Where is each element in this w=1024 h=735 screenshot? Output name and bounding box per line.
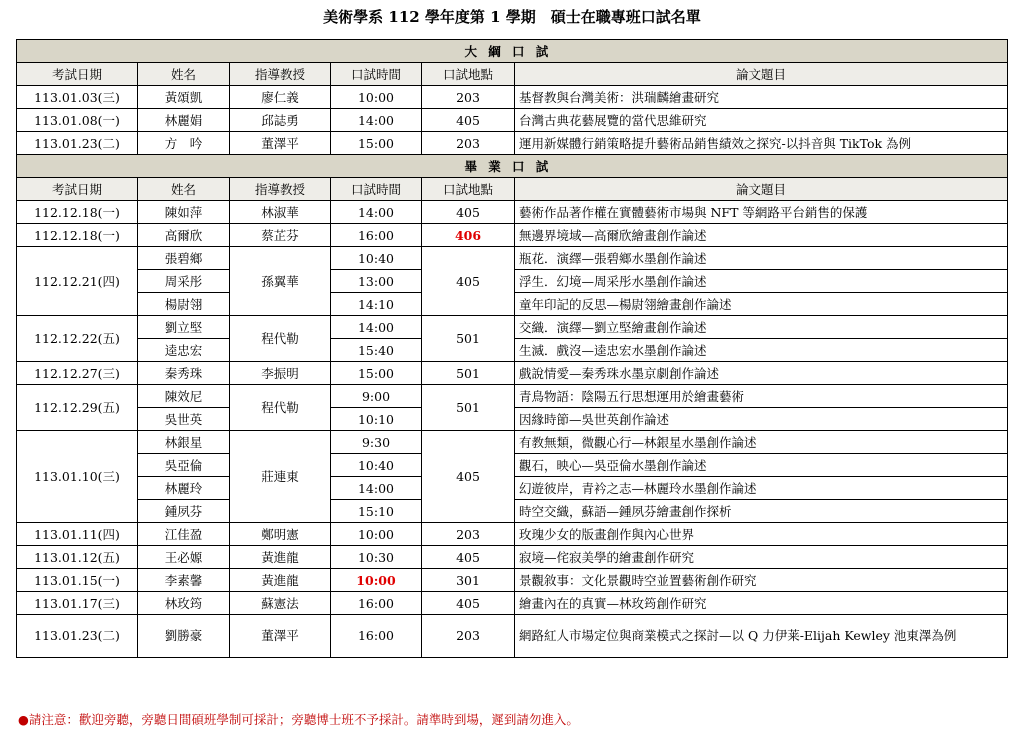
- exam-room: 501: [422, 316, 515, 362]
- table-row: [17, 546, 1008, 569]
- thesis-title: 有教無類，微觀心行—林銀星水墨創作論述: [515, 431, 1008, 454]
- table-row: [17, 615, 1008, 658]
- thesis-title: 運用新媒體行銷策略提升藝術品銷售績效之探究-以抖音與 TikTok 為例: [515, 132, 1008, 155]
- exam-room: 203: [422, 132, 515, 155]
- column-header-row: [17, 63, 1008, 86]
- exam-time: 10:40: [331, 454, 422, 477]
- exam-room: 301: [422, 569, 515, 592]
- exam-date: 113.01.10(三): [17, 431, 138, 523]
- student-name: 方 吟: [138, 132, 230, 155]
- student-name: 秦秀珠: [138, 362, 230, 385]
- thesis-title: 青鳥物語：陰陽五行思想運用於繪畫藝術: [515, 385, 1008, 408]
- col-header-room: 口試地點: [422, 63, 515, 86]
- exam-time: 14:00: [331, 316, 422, 339]
- table-row: [17, 201, 1008, 224]
- exam-time: 15:00: [331, 362, 422, 385]
- table-row: [17, 247, 1008, 270]
- student-name: 吳世英: [138, 408, 230, 431]
- student-name: 林銀星: [138, 431, 230, 454]
- exam-date: 113.01.23(二): [17, 132, 138, 155]
- exam-time: 9:30: [331, 431, 422, 454]
- thesis-title: 基督教與台灣美術：洪瑞麟繪畫研究: [515, 86, 1008, 109]
- exam-time: 13:00: [331, 270, 422, 293]
- student-name: 劉立堅: [138, 316, 230, 339]
- page-title: 美術學系 112 學年度第 1 學期 碩士在職專班口試名單: [323, 8, 701, 26]
- attendance-note: ●請注意：歡迎旁聽，旁聽日間碩班學制可採計；旁聽博士班不予採計。請準時到場，遲到請勿進入。: [18, 712, 579, 727]
- thesis-title: 繪畫內在的真實—林玫筠創作研究: [515, 592, 1008, 615]
- col-header-room: 口試地點: [422, 178, 515, 201]
- thesis-title: 時空交織，蘇語—鍾夙芬繪畫創作探析: [515, 500, 1008, 523]
- col-header-advisor: 指導教授: [230, 63, 331, 86]
- table-row: [17, 592, 1008, 615]
- table-row: [17, 316, 1008, 339]
- thesis-title: 無邊界境域—高爾欣繪畫創作論述: [515, 224, 1008, 247]
- advisor-name: 林淑華: [230, 201, 331, 224]
- exam-room: 203: [422, 86, 515, 109]
- exam-date: 112.12.27(三): [17, 362, 138, 385]
- table-row: [17, 569, 1008, 592]
- student-name: 劉勝豪: [138, 615, 230, 658]
- exam-date: 112.12.22(五): [17, 316, 138, 362]
- table-row: [17, 224, 1008, 247]
- section-header-outline: 大綱口試: [17, 40, 1008, 63]
- student-name: 吳亞倫: [138, 454, 230, 477]
- table-row: [17, 385, 1008, 408]
- exam-time: 16:00: [331, 615, 422, 658]
- student-name: 林玫筠: [138, 592, 230, 615]
- exam-date: 113.01.08(一): [17, 109, 138, 132]
- advisor-name: 程代勒: [230, 385, 331, 431]
- table-row: [17, 523, 1008, 546]
- exam-room-highlighted: 406: [422, 224, 515, 247]
- section-header-final: 畢業口試: [17, 155, 1008, 178]
- exam-schedule-table: [16, 39, 1008, 658]
- student-name: 林麗玲: [138, 477, 230, 500]
- col-header-date: 考試日期: [17, 63, 138, 86]
- exam-time: 16:00: [331, 224, 422, 247]
- student-name: 逵忠宏: [138, 339, 230, 362]
- thesis-title: 景觀敘事：文化景觀時空並置藝術創作研究: [515, 569, 1008, 592]
- student-name: 張碧鄉: [138, 247, 230, 270]
- exam-time: 14:00: [331, 201, 422, 224]
- table-row: [17, 86, 1008, 109]
- exam-time: 10:00: [331, 523, 422, 546]
- exam-date: 113.01.17(三): [17, 592, 138, 615]
- col-header-advisor: 指導教授: [230, 178, 331, 201]
- exam-time: 10:10: [331, 408, 422, 431]
- col-header-thesis: 論文題目: [515, 63, 1008, 86]
- exam-time: 9:00: [331, 385, 422, 408]
- exam-time: 14:00: [331, 477, 422, 500]
- advisor-name: 黃進龍: [230, 569, 331, 592]
- column-header-row: [17, 178, 1008, 201]
- thesis-title: 瓶花．演繹—張碧鄉水墨創作論述: [515, 247, 1008, 270]
- advisor-name: 李振明: [230, 362, 331, 385]
- exam-time: 10:40: [331, 247, 422, 270]
- thesis-title: 童年印記的反思—楊尉翎繪畫創作論述: [515, 293, 1008, 316]
- exam-time: 15:10: [331, 500, 422, 523]
- exam-date: 112.12.21(四): [17, 247, 138, 316]
- exam-time: 14:10: [331, 293, 422, 316]
- table-row: [17, 362, 1008, 385]
- col-header-name: 姓名: [138, 178, 230, 201]
- col-header-date: 考試日期: [17, 178, 138, 201]
- student-name: 江佳盈: [138, 523, 230, 546]
- student-name: 陳如萍: [138, 201, 230, 224]
- exam-room: 203: [422, 523, 515, 546]
- thesis-title: 藝術作品著作權在實體藝術市場與 NFT 等網路平台銷售的保護: [515, 201, 1008, 224]
- exam-date: 112.12.29(五): [17, 385, 138, 431]
- advisor-name: 鄭明憲: [230, 523, 331, 546]
- exam-time: 10:00: [331, 86, 422, 109]
- thesis-title: 台灣古典花藝展覽的當代思維研究: [515, 109, 1008, 132]
- exam-time: 16:00: [331, 592, 422, 615]
- student-name: 王必嫄: [138, 546, 230, 569]
- student-name: 鍾夙芬: [138, 500, 230, 523]
- advisor-name: 孫翼華: [230, 247, 331, 316]
- col-header-name: 姓名: [138, 63, 230, 86]
- student-name: 高爾欣: [138, 224, 230, 247]
- advisor-name: 黃進龍: [230, 546, 331, 569]
- exam-time: 10:30: [331, 546, 422, 569]
- thesis-title: 觀石，映心—吳亞倫水墨創作論述: [515, 454, 1008, 477]
- student-name: 楊尉翎: [138, 293, 230, 316]
- exam-time: 14:00: [331, 109, 422, 132]
- advisor-name: 程代勒: [230, 316, 331, 362]
- thesis-title: 交織．演繹—劉立堅繪畫創作論述: [515, 316, 1008, 339]
- exam-time: 15:40: [331, 339, 422, 362]
- student-name: 陳效尼: [138, 385, 230, 408]
- exam-room: 405: [422, 201, 515, 224]
- exam-room: 405: [422, 109, 515, 132]
- exam-room: 203: [422, 615, 515, 658]
- advisor-name: 董澤平: [230, 615, 331, 658]
- col-header-time: 口試時間: [331, 63, 422, 86]
- exam-time: 15:00: [331, 132, 422, 155]
- student-name: 黃頌凱: [138, 86, 230, 109]
- thesis-title: 戲說情愛—秦秀珠水墨京劇創作論述: [515, 362, 1008, 385]
- exam-room: 405: [422, 546, 515, 569]
- exam-date: 113.01.03(三): [17, 86, 138, 109]
- advisor-name: 蘇憲法: [230, 592, 331, 615]
- advisor-name: 董澤平: [230, 132, 331, 155]
- exam-room: 405: [422, 247, 515, 316]
- thesis-title: 幻遊彼岸，青衿之志—林麗玲水墨創作論述: [515, 477, 1008, 500]
- exam-room: 405: [422, 592, 515, 615]
- thesis-title: 生滅．戲沒—逵忠宏水墨創作論述: [515, 339, 1008, 362]
- exam-time-highlighted: 10:00: [331, 569, 422, 592]
- exam-date: 113.01.12(五): [17, 546, 138, 569]
- advisor-name: 廖仁義: [230, 86, 331, 109]
- student-name: 周采彤: [138, 270, 230, 293]
- exam-date: 113.01.11(四): [17, 523, 138, 546]
- exam-date: 113.01.23(二): [17, 615, 138, 658]
- exam-date: 112.12.18(一): [17, 224, 138, 247]
- advisor-name: 邱誌勇: [230, 109, 331, 132]
- student-name: 李素馨: [138, 569, 230, 592]
- thesis-title: 網路紅人市場定位與商業模式之探討—以 Q 力伊莱-Elijah Kewley 池東澤為例: [515, 615, 1008, 658]
- exam-room: 501: [422, 362, 515, 385]
- thesis-title: 寂境—侘寂美學的繪畫創作研究: [515, 546, 1008, 569]
- advisor-name: 莊連東: [230, 431, 331, 523]
- exam-room: 405: [422, 431, 515, 523]
- thesis-title: 因緣時節—吳世英創作論述: [515, 408, 1008, 431]
- student-name: 林麗娟: [138, 109, 230, 132]
- exam-room: 501: [422, 385, 515, 431]
- table-row: [17, 431, 1008, 454]
- exam-date: 112.12.18(一): [17, 201, 138, 224]
- col-header-thesis: 論文題目: [515, 178, 1008, 201]
- thesis-title: 玫瑰少女的版畫創作與內心世界: [515, 523, 1008, 546]
- advisor-name: 蔡芷芬: [230, 224, 331, 247]
- table-row: [17, 109, 1008, 132]
- thesis-title: 浮生．幻境—周采彤水墨創作論述: [515, 270, 1008, 293]
- col-header-time: 口試時間: [331, 178, 422, 201]
- exam-date: 113.01.15(一): [17, 569, 138, 592]
- table-row: [17, 132, 1008, 155]
